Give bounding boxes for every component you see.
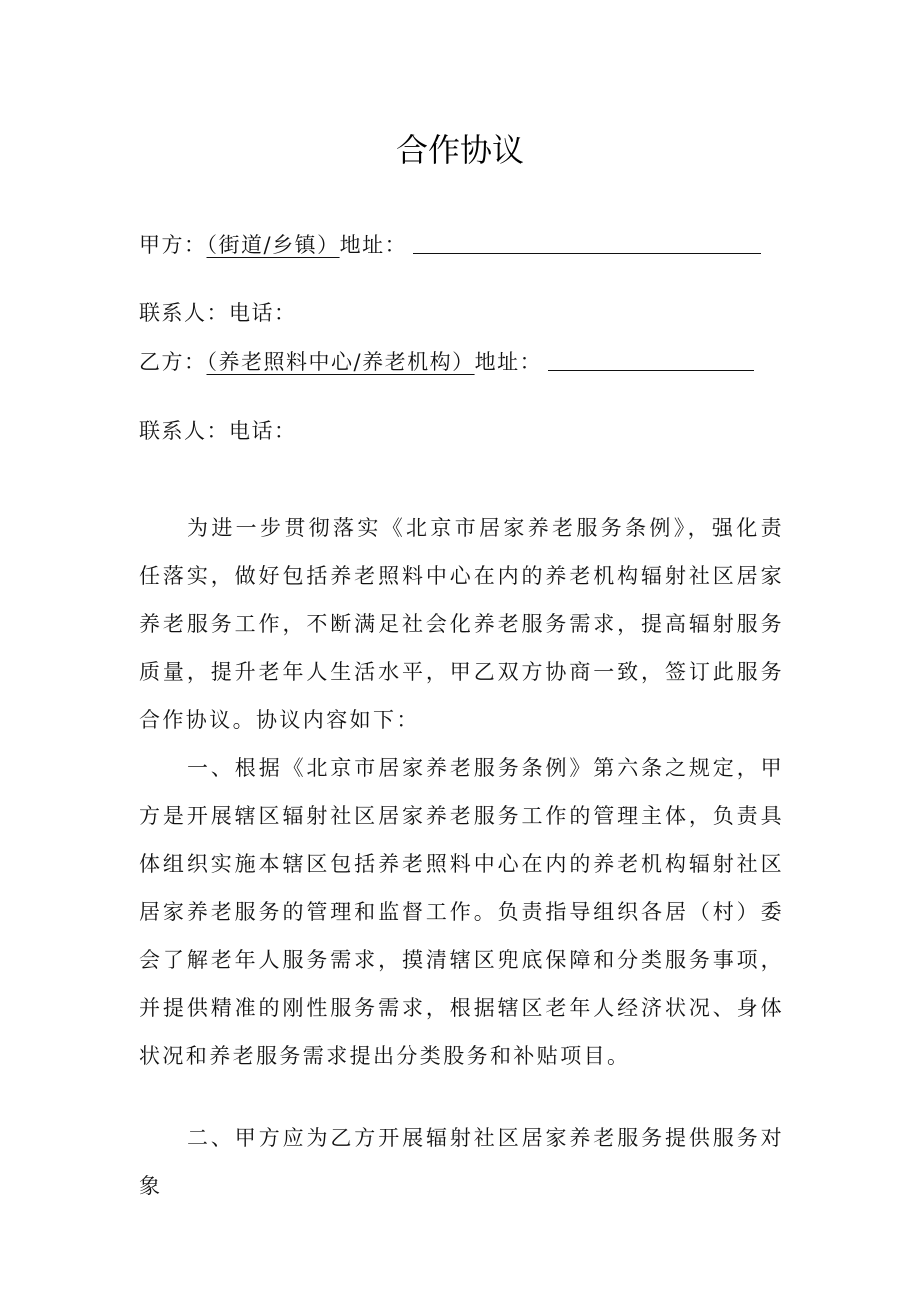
party-a-address-blank [413, 231, 761, 254]
party-a-address-label: 地址： [339, 233, 408, 257]
party-a-label: 甲方： [139, 233, 207, 257]
party-b-contact-line: 联系人：电话： [139, 419, 297, 443]
intro-paragraph: 为进一步贯彻落实《北京市居家养老服务条例》，强化责任落实，做好包括养老照料中心在内的养老机构辐射社区居家养老服务工作，不断满足社会化养老服务需求，提高辐射服务质量，提升老年人生活水平，甲乙双方协商一致，签订此服务合作协议。协议内容如下： [139, 516, 784, 732]
party-b-address-blank [548, 348, 754, 371]
clause-1-paragraph: 一、根据《北京市居家养老服务条例》第六条之规定，甲方是开展辖区辐射社区居家养老服务工作的管理主体，负责具体组织实施本辖区包括养老照料中心在内的养老机构辐射社区居家养老服务的管理和监督工作。负责指导组织各居（村）委会了解老年人服务需求，摸清辖区兜底保障和分类服务事项，并提供精准的刚性服务需求，根据辖区老年人经济状况、身体状况和养老服务需求提出分类股务和补贴项目。 [139, 756, 784, 1068]
clause-2-paragraph: 二、甲方应为乙方开展辐射社区居家养老服务提供服务对象 [139, 1126, 784, 1198]
party-a-name: （街道/乡镇） [206, 233, 340, 257]
party-b-line [139, 346, 754, 378]
party-a-contact-line: 联系人：电话： [139, 301, 297, 325]
party-b-name: （养老照料中心/养老机构） [206, 350, 475, 374]
document-title: 合作协议 [395, 131, 524, 169]
party-a-line [139, 229, 761, 261]
party-b-address-label: 地址： [474, 350, 543, 374]
party-b-label: 乙方： [139, 350, 207, 374]
